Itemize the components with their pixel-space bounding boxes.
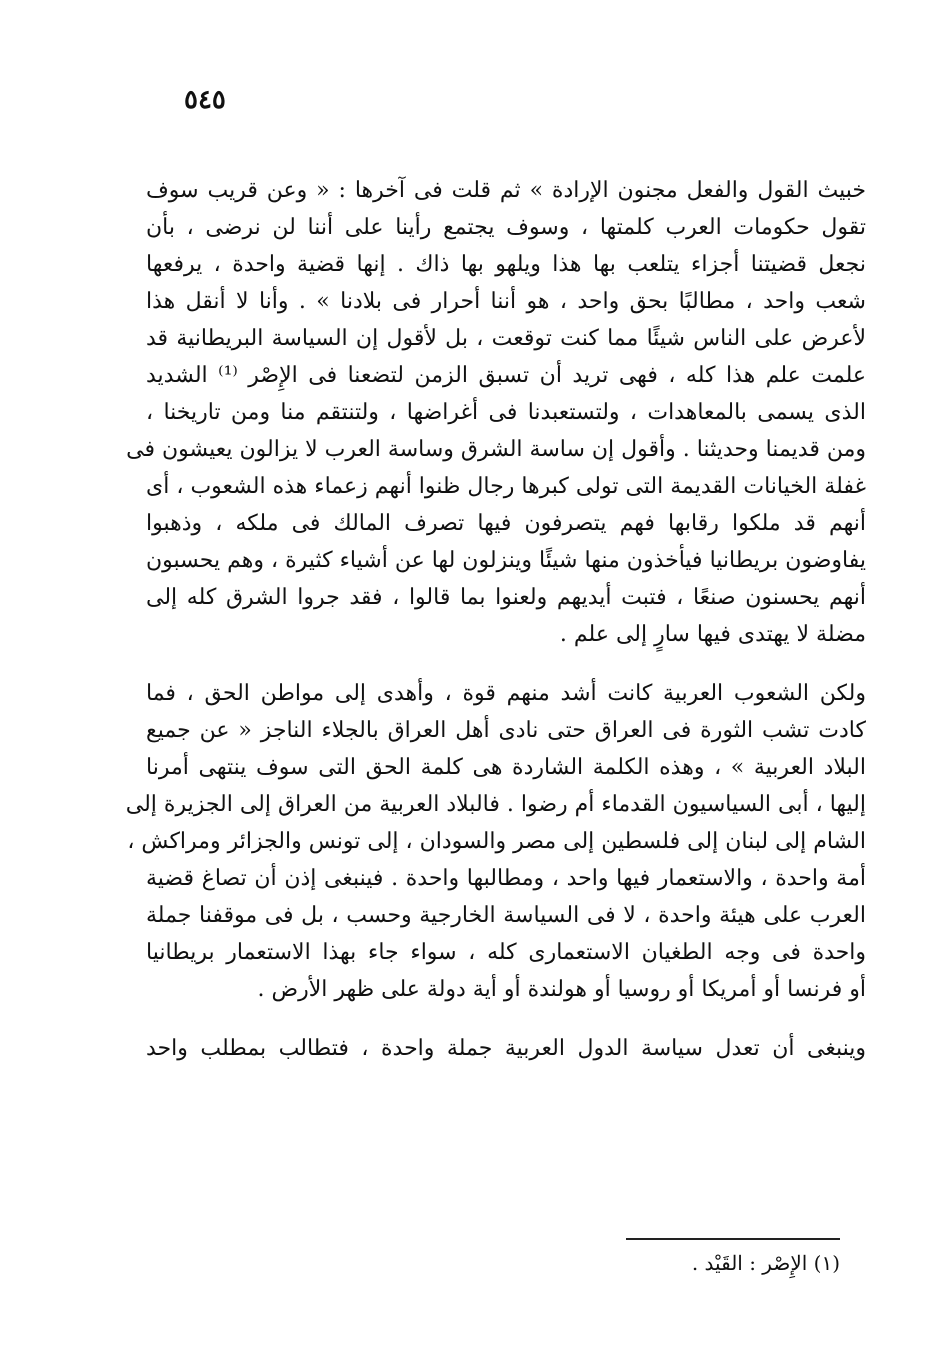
paragraph-gap bbox=[146, 1008, 866, 1030]
paragraph-gap bbox=[146, 653, 866, 675]
text-line: خبيث القول والفعل مجنون الإرادة » ثم قلت فى آخرها : « وعن قريب سوف bbox=[146, 178, 866, 203]
footnote: (١) الإِصْر : القَيْد . bbox=[691, 1251, 840, 1275]
text-line: أنهم قد ملكوا رقابها فهم يتصرفون فيها تصرف المالك فى ملكه ، وذهبوا bbox=[146, 511, 866, 536]
paragraph-1 bbox=[126, 172, 866, 653]
text-line: وينبغى أن تعدل سياسة الدول العربية جملة واحدة ، فتطالب بمطلب واحد bbox=[146, 1036, 866, 1061]
text-line: شعب واحد ، مطالبًا بحق واحد ، هو أننا أحرار فى بلادنا » . وأنا لا أنقل هذا bbox=[146, 289, 866, 314]
text-line: تقول حكومات العرب كلمتها ، وسوف يجتمع رأينا على أننا لن نرضى ، بأن bbox=[146, 215, 866, 240]
paragraph-3 bbox=[146, 1030, 866, 1067]
text-line: أمة واحدة ، والاستعمار فيها واحد ، ومطالبها واحدة . فينبغى إذن أن تصاغ قضية bbox=[146, 866, 866, 891]
text-line: الذى يسمى بالمعاهدات ، ولتستعبدنا فى أغراضها ، ولتنتقم منا ومن تاريخنا ، bbox=[146, 400, 866, 425]
text-line: أنهم يحسنون صنعًا ، فتبت أيديهم ولعنوا بما قالوا ، فقد جروا الشرق كله إلى bbox=[146, 585, 866, 610]
text-line: مضلة لا يهتدى فيها سارٍ إلى علم . bbox=[559, 622, 866, 647]
text-line: ومن قديمنا وحديثنا . وأقول إن ساسة الشرق وساسة العرب لا يزالون يعيشون فى bbox=[126, 437, 866, 462]
text-line: ولكن الشعوب العربية كانت أشد منهم قوة ، وأهدى إلى مواطن الحق ، فما bbox=[146, 681, 866, 706]
text-line: نجعل قضيتنا أجزاء يتلعب بها هذا ويلهو بها ذاك . إنها قضية واحدة ، يرفعها bbox=[146, 252, 866, 277]
text-line: لأعرض على الناس شيئًا مما كنت توقعت ، بل لأقول إن السياسة البريطانية قد bbox=[146, 326, 866, 351]
text-line: غفلة الخيانات القديمة التى تولى كبرها رجال ظنوا أنهم زعماء هذه الشعوب ، أى bbox=[146, 474, 866, 499]
paragraph-2 bbox=[125, 675, 866, 1008]
text-line: علمت علم هذا كله ، فهى تريد أن تسبق الزمن لتضعنا فى الإِصْر ⁽¹⁾ الشديد bbox=[146, 363, 866, 388]
text-line: يفاوضون بريطانيا فيأخذون منها شيئًا وينزلون لها عن أشياء كثيرة ، وهم يحسبون bbox=[146, 548, 866, 573]
footnote-divider bbox=[626, 1238, 840, 1240]
body-text bbox=[125, 172, 866, 1067]
text-line: أو فرنسا أو أمريكا أو روسيا أو هولندة أو أية دولة على ظهر الأرض . bbox=[257, 977, 866, 1002]
text-line: واحدة فى وجه الطغيان الاستعمارى كله ، سواء جاء بهذا الاستعمار بريطانيا bbox=[146, 940, 866, 965]
text-line: إليها ، أبى السياسيون القدماء أم رضوا . فالبلاد العربية من العراق إلى الجزيرة إلى bbox=[125, 792, 866, 817]
text-line: البلاد العربية » ، وهذه الكلمة الشاردة هى كلمة الحق التى سوف ينتهى أمرنا bbox=[146, 755, 866, 780]
page-number: ٥٤٥ bbox=[184, 85, 226, 115]
text-line: كادت تشب الثورة فى العراق حتى نادى أهل العراق بالجلاء الناجز « عن جميع bbox=[146, 718, 866, 743]
text-line: العرب على هيئة واحدة ، لا فى السياسة الخارجية وحسب ، بل فى موقفنا جملة bbox=[146, 903, 866, 928]
text-line: الشام إلى لبنان إلى فلسطين إلى مصر والسودان ، إلى تونس والجزائر ومراكش ، bbox=[127, 829, 866, 854]
